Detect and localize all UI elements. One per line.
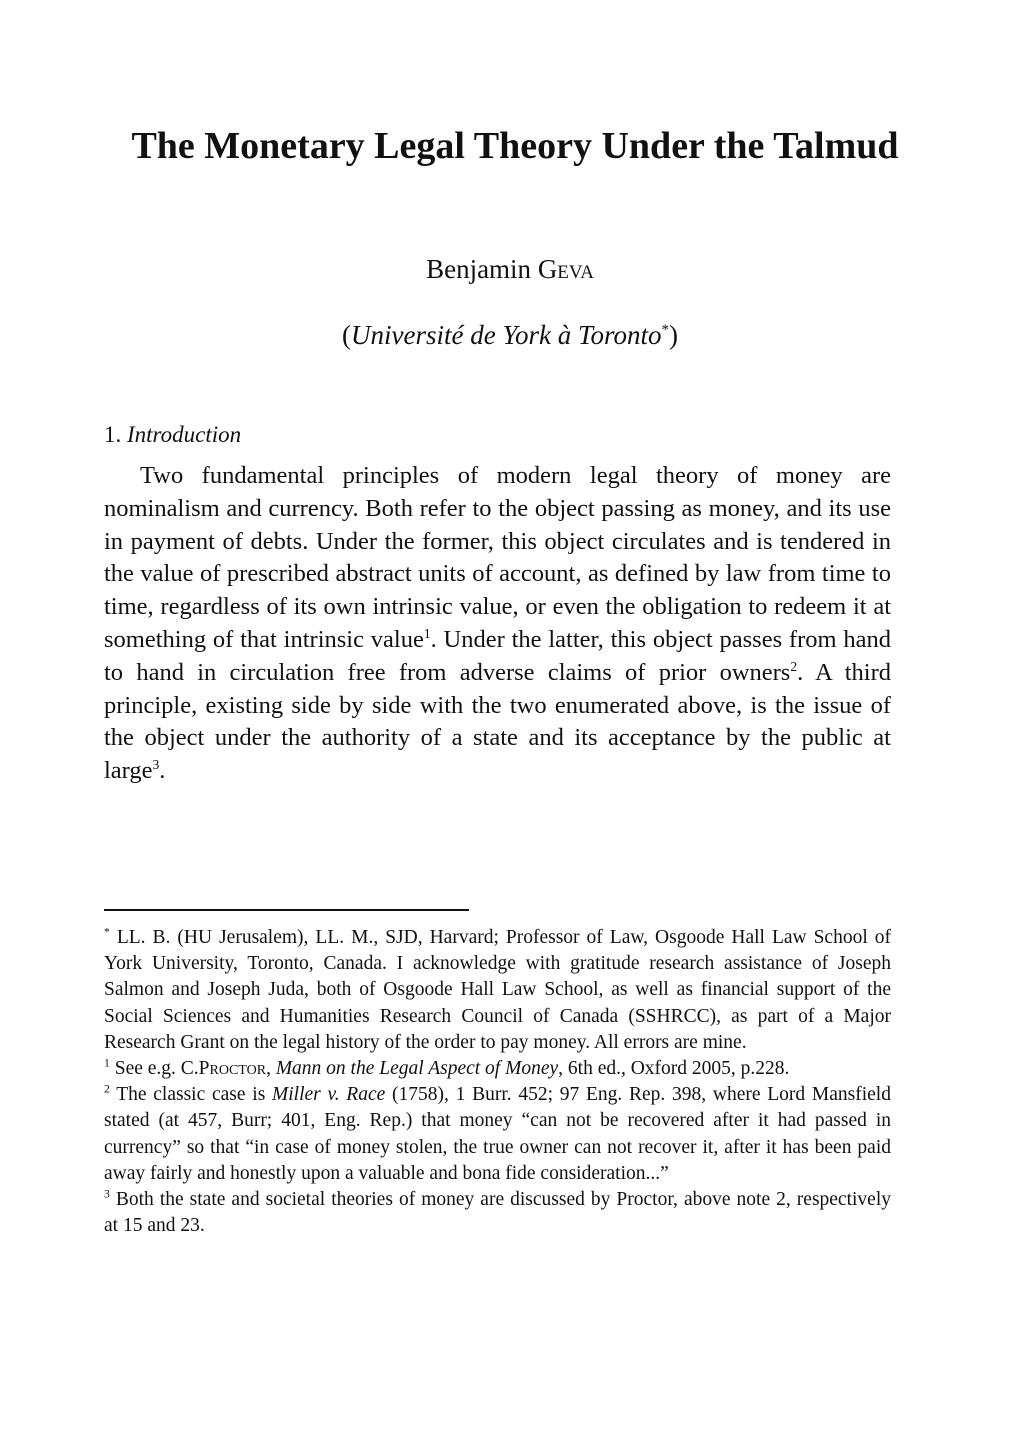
body-text-part-2: . Under the latter, this object passes from hand to hand in circulation free from adverse claims of prior owners: [104, 625, 892, 686]
affiliation-footnote-mark: *: [661, 322, 669, 338]
footnote-star-text: LL. B. (HU Jerusalem), LL. M., SJD, Harvard; Professor of Law, Osgoode Hall Law School of York University, Toronto, Canada. I acknowledge with gratitude research assistance of Joseph Salmon and Joseph Juda, both of Osgoode Hall Law School, as well as financial support of the Social Sciences and Humanities Research Council of Canada (SSHRCC), as part of a Major Research Grant on the legal history of the order to pay money. All errors are mine.: [104, 927, 891, 1053]
affiliation-close-paren: ): [668, 320, 678, 350]
footnote-2-mark: 2: [104, 1082, 110, 1096]
author-last-name: Geva: [537, 254, 594, 284]
author-name: [0, 252, 1020, 286]
footnote-star-mark: *: [104, 925, 110, 939]
footnote-ref-3: 3: [152, 757, 160, 773]
footnote-1-comma: ,: [266, 1058, 276, 1080]
footnote-star: [104, 925, 891, 1056]
footnote-ref-1: 1: [423, 625, 431, 641]
footnote-1-mark: 1: [104, 1056, 110, 1070]
body-paragraph: [104, 460, 891, 788]
footnote-ref-2: 2: [790, 658, 798, 674]
footnote-1-post: , 6th ed., Oxford 2005, p.228.: [558, 1058, 790, 1080]
footnotes: [104, 925, 891, 1239]
author-affiliation: [0, 318, 1020, 352]
section-title: Introduction: [127, 422, 242, 447]
footnote-separator: [104, 909, 469, 911]
footnote-1: [104, 1056, 891, 1082]
footnote-3-text: Both the state and societal theories of money are discussed by Proctor, above note 2, respectively at 15 and 23.: [104, 1189, 891, 1237]
paper-title: The Monetary Legal Theory Under the Talmud: [131, 125, 899, 167]
footnote-2-post: (1758), 1 Burr. 452; 97 Eng. Rep. 398, where Lord Mansfield stated (at 457, Burr; 401, Eng. Rep.) that money “can not be recovered after it had passed in currency” so that “in case of money stolen, the true owner can not recover it, after it has been paid away fairly and honestly upon a valuable and bona fide consideration...”: [104, 1084, 891, 1184]
footnote-1-book-title: Mann on the Legal Aspect of Money: [275, 1058, 559, 1080]
section-number: 1.: [104, 422, 122, 447]
footnote-3-mark: 3: [104, 1187, 110, 1201]
author-first-name: Benjamin: [426, 254, 538, 284]
footnote-2: [104, 1082, 891, 1187]
affiliation-open-paren: (: [342, 320, 352, 350]
body-text-part-4: .: [159, 757, 166, 785]
body-text-part-3: . A third principle, existing side by side with the two enumerated above, is the issue of the object under the authority of a state and its acceptance by the public at large: [104, 658, 891, 785]
footnote-3: [104, 1187, 891, 1239]
section-heading: [104, 420, 241, 450]
footnote-1-author: Proctor: [198, 1058, 267, 1080]
affiliation-name: Université de York à Toronto: [351, 320, 662, 350]
body-text-part-1: Two fundamental principles of modern legal theory of money are nominalism and currency. Both refer to the object passing as money, and its use in payment of debts. Under the former, this object circulates and is tendered in the value of prescribed abstract units of account, as defined by law from time to time, regardless of its own intrinsic value, or even the obligation to redeem it at something of that intrinsic value: [104, 462, 891, 653]
footnote-2-pre: The classic case is: [109, 1084, 273, 1106]
footnote-1-pre: See e.g. C.: [109, 1058, 199, 1080]
footnote-2-case: Miller v. Race: [272, 1084, 386, 1106]
